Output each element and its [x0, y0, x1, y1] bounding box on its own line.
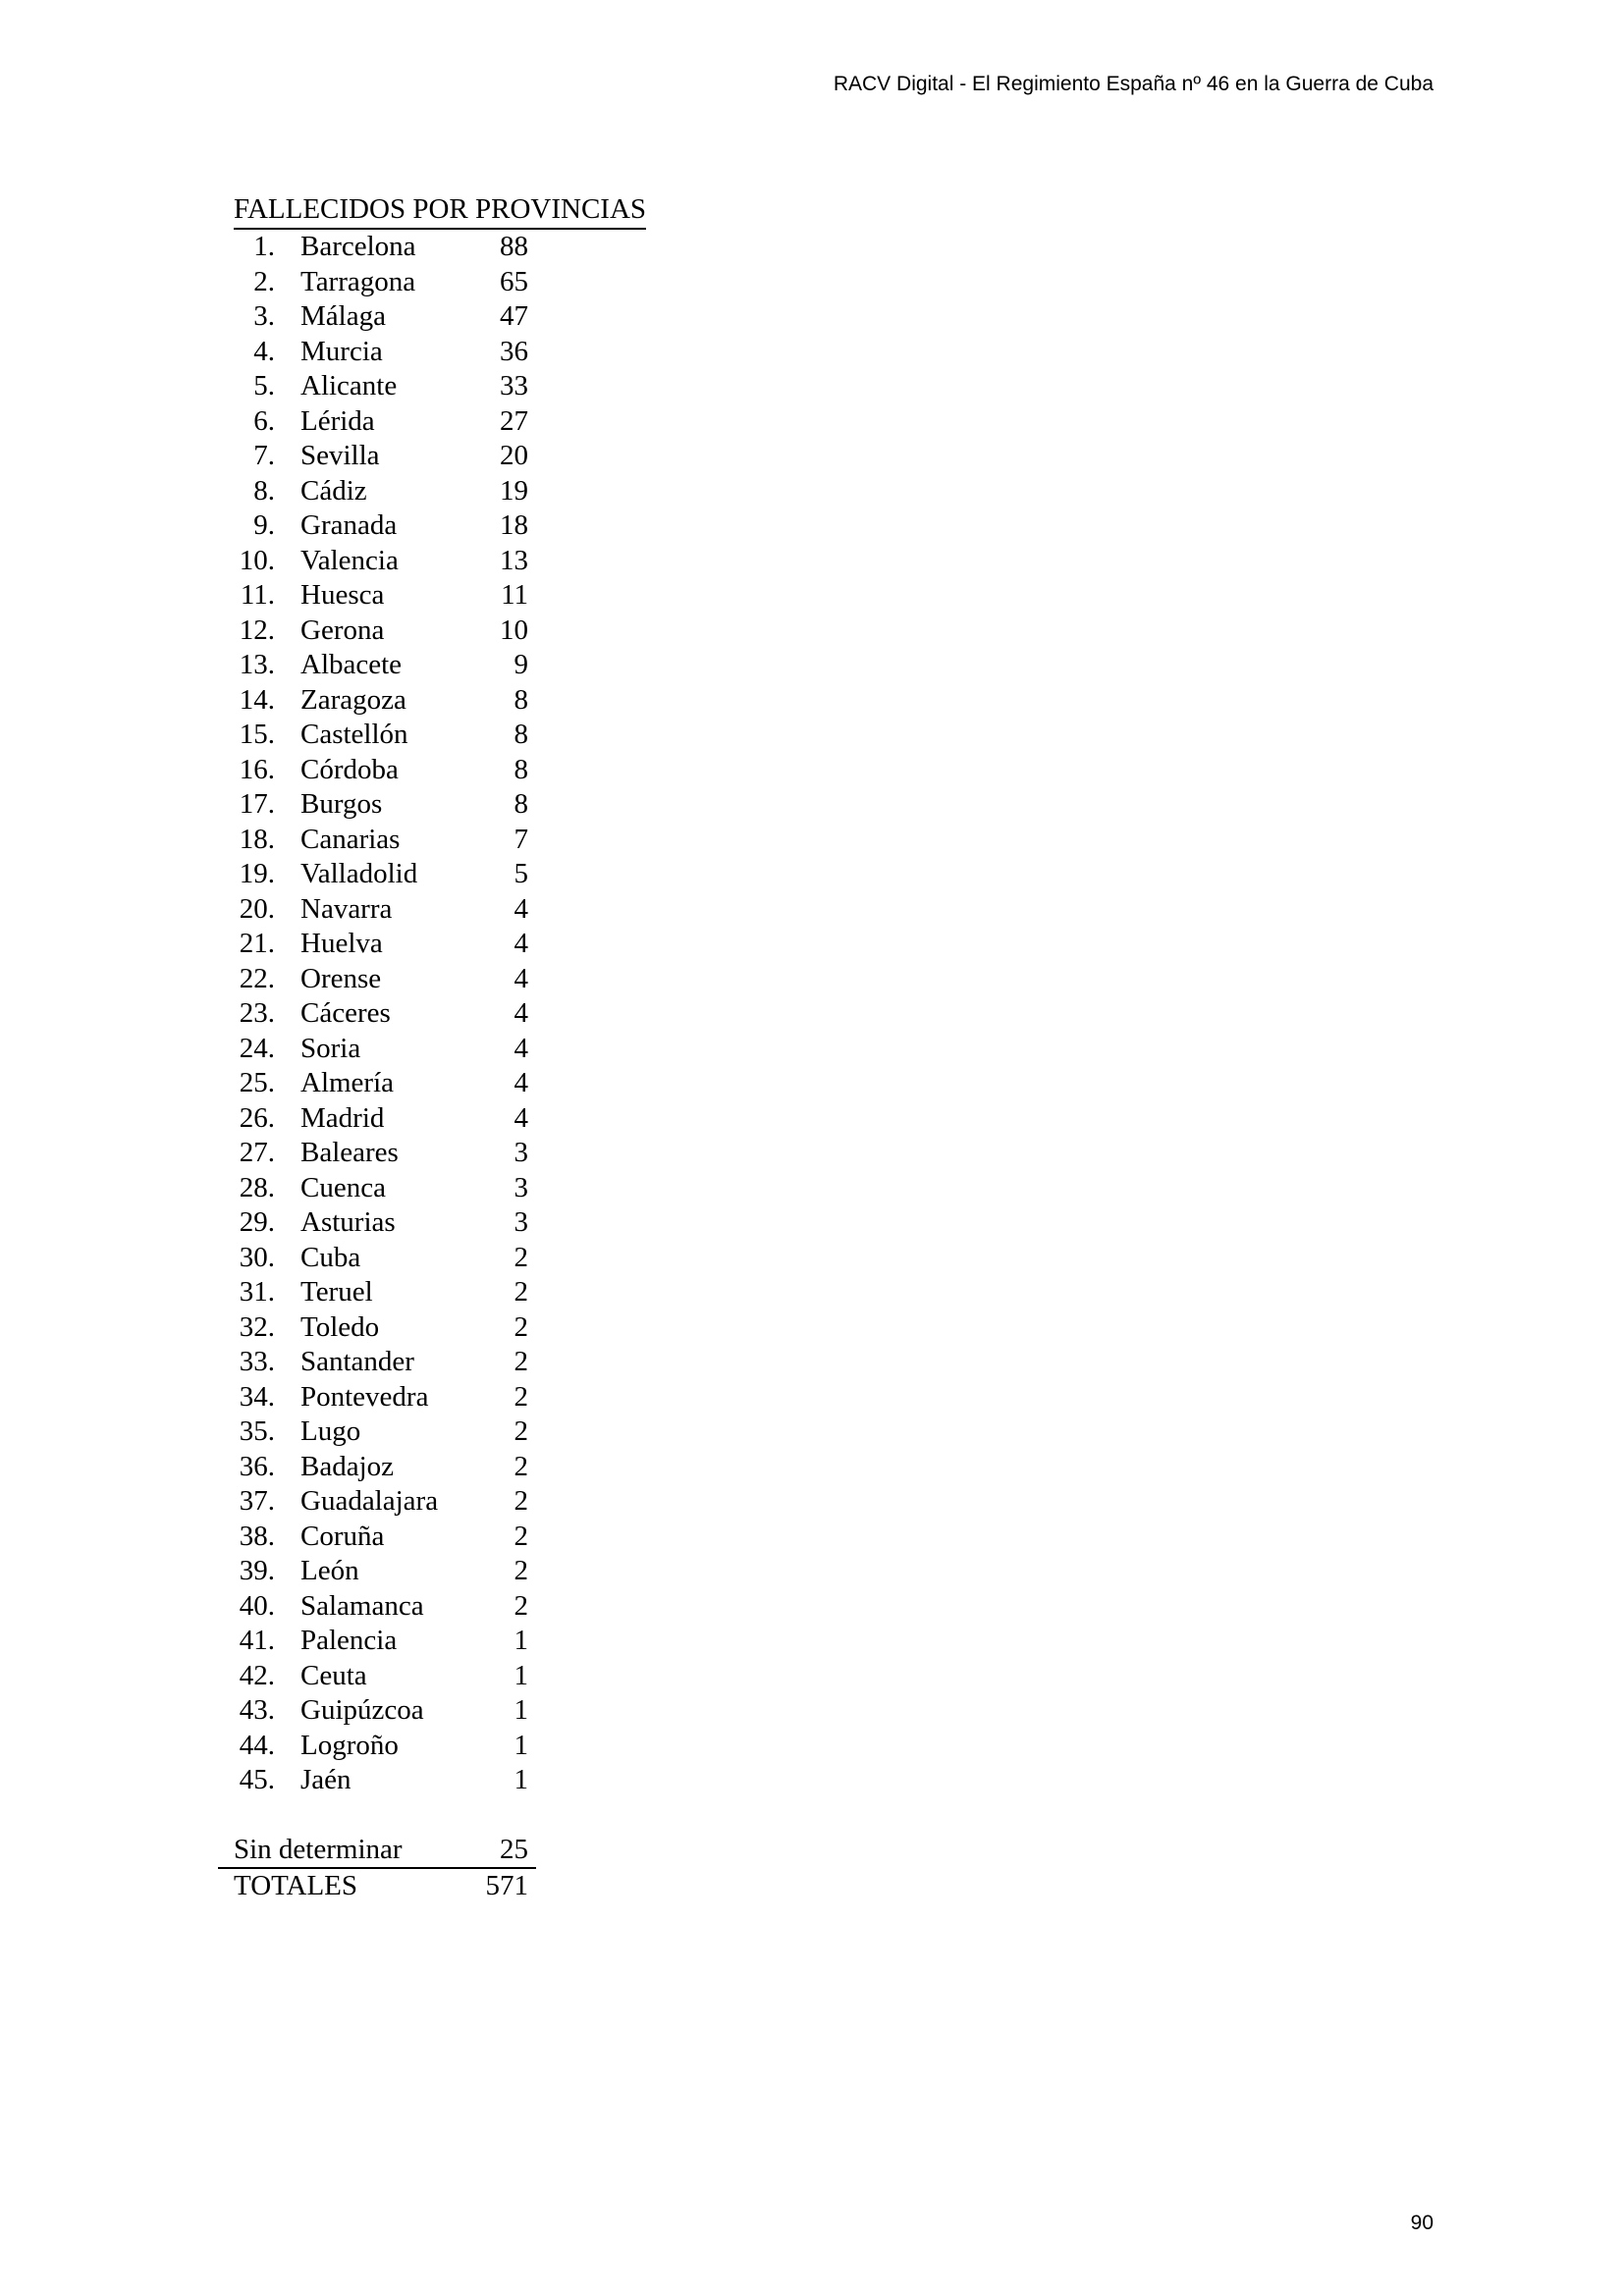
province-name: Huelva [300, 928, 383, 959]
table-row [234, 614, 528, 649]
death-count: 3 [514, 1206, 528, 1238]
province-name: Orense [300, 962, 382, 994]
province-name: Lérida [300, 404, 375, 437]
death-count: 1 [514, 1764, 528, 1795]
row-number: 16. [239, 753, 275, 785]
province-name: Palencia [300, 1625, 398, 1656]
table-row [234, 1101, 528, 1137]
row-number: 43. [239, 1694, 275, 1726]
death-count: 2 [514, 1485, 528, 1517]
death-count: 2 [514, 1415, 528, 1447]
row-number: 30. [239, 1241, 275, 1273]
death-count: 7 [514, 823, 528, 855]
table-row [234, 683, 528, 719]
province-name: Santander [300, 1346, 414, 1377]
death-count: 20 [500, 440, 528, 471]
row-number: 13. [239, 649, 275, 680]
death-count: 19 [500, 474, 528, 507]
table-row [234, 1659, 528, 1694]
death-count: 11 [501, 579, 528, 611]
row-number: 40. [239, 1589, 275, 1622]
row-number: 44. [239, 1729, 275, 1761]
death-count: 2 [514, 1555, 528, 1586]
table-rows [234, 230, 646, 1798]
table-row [234, 1624, 528, 1659]
table-row [234, 787, 528, 823]
row-number: 15. [239, 719, 275, 750]
death-count: 1 [514, 1625, 528, 1656]
death-count: 8 [514, 683, 528, 716]
province-name: Valencia [300, 544, 399, 576]
table-row [234, 335, 528, 370]
row-number: 38. [239, 1520, 275, 1552]
row-number: 29. [239, 1206, 275, 1238]
row-number: 8. [253, 474, 275, 507]
death-count: 36 [500, 335, 528, 367]
province-name: Cuenca [300, 1171, 386, 1203]
province-name: Guadalajara [300, 1485, 439, 1517]
row-number: 41. [239, 1625, 275, 1656]
province-name: Gerona [300, 614, 385, 646]
province-name: Cuba [300, 1241, 361, 1273]
province-name: Canarias [300, 823, 401, 855]
table-row [234, 892, 528, 928]
death-count: 18 [500, 509, 528, 541]
table-row [234, 1380, 528, 1415]
table-row [234, 1589, 528, 1625]
row-number: 39. [239, 1555, 275, 1586]
death-count: 2 [514, 1450, 528, 1482]
death-count: 4 [514, 962, 528, 994]
row-number: 27. [239, 1137, 275, 1168]
table-row [234, 962, 528, 997]
row-number: 1. [253, 231, 275, 262]
totals-value: 571 [485, 1870, 528, 1901]
death-count: 2 [514, 1276, 528, 1308]
death-count: 10 [500, 614, 528, 646]
province-name: Tarragona [300, 265, 416, 297]
province-name: Teruel [300, 1276, 373, 1308]
province-name: Baleares [300, 1137, 399, 1168]
table-row [234, 578, 528, 614]
table-row [234, 857, 528, 892]
table-row [234, 718, 528, 753]
table-row [234, 1554, 528, 1589]
death-count: 3 [514, 1137, 528, 1168]
row-number: 31. [239, 1276, 275, 1308]
table-row [234, 996, 528, 1032]
table-row [234, 544, 528, 579]
row-number: 14. [239, 683, 275, 716]
table-row [234, 1484, 528, 1520]
table-row [234, 1450, 528, 1485]
province-name: Coruña [300, 1520, 385, 1552]
death-count: 8 [514, 719, 528, 750]
table-row [234, 1415, 528, 1450]
row-number: 24. [239, 1032, 275, 1064]
row-number: 22. [239, 962, 275, 994]
row-number: 11. [240, 579, 275, 611]
death-count: 1 [514, 1729, 528, 1761]
row-number: 36. [239, 1450, 275, 1482]
row-number: 5. [253, 370, 275, 401]
table-row [234, 1171, 528, 1206]
province-name: Pontevedra [300, 1380, 429, 1413]
table-row [234, 753, 528, 788]
table-row [234, 265, 528, 300]
death-count: 2 [514, 1310, 528, 1343]
death-count: 4 [514, 1032, 528, 1064]
province-name: Ceuta [300, 1659, 367, 1691]
death-count: 13 [500, 544, 528, 576]
table-row [234, 1136, 528, 1171]
table-row [234, 1066, 528, 1101]
death-count: 4 [514, 892, 528, 925]
totals-label: TOTALES [234, 1870, 358, 1901]
undetermined-label: Sin determinar [234, 1833, 403, 1865]
page-header: RACV Digital - El Regimiento España nº 46 en la Guerra de Cuba [833, 73, 1434, 95]
province-name: León [300, 1555, 359, 1586]
death-count: 9 [514, 649, 528, 680]
table-row [234, 1693, 528, 1729]
table-row [234, 648, 528, 683]
row-number: 17. [239, 788, 275, 820]
province-name: Málaga [300, 300, 386, 332]
row-number: 12. [239, 614, 275, 646]
row-number: 25. [239, 1067, 275, 1098]
table-row [234, 1032, 528, 1067]
province-name: Alicante [300, 370, 398, 401]
province-name: Badajoz [300, 1450, 395, 1482]
row-number: 28. [239, 1171, 275, 1203]
row-number: 26. [239, 1101, 275, 1134]
province-name: Jaén [300, 1764, 352, 1795]
province-name: Barcelona [300, 231, 416, 262]
row-number: 34. [239, 1380, 275, 1413]
province-name: Navarra [300, 892, 393, 925]
province-name: Guipúzcoa [300, 1694, 424, 1726]
province-name: Huesca [300, 579, 385, 611]
province-name: Sevilla [300, 440, 380, 471]
province-name: Murcia [300, 335, 383, 367]
row-number: 35. [239, 1415, 275, 1447]
province-name: Cáceres [300, 997, 391, 1029]
province-name: Madrid [300, 1101, 385, 1134]
row-number: 37. [239, 1485, 275, 1517]
table-row [234, 230, 528, 265]
death-count: 1 [514, 1694, 528, 1726]
row-number: 45. [239, 1764, 275, 1795]
table-row [234, 474, 528, 509]
province-name: Córdoba [300, 753, 399, 785]
row-number: 9. [253, 509, 275, 541]
table-row [234, 508, 528, 544]
death-count: 2 [514, 1520, 528, 1552]
province-name: Asturias [300, 1206, 396, 1238]
row-number: 33. [239, 1346, 275, 1377]
row-number: 42. [239, 1659, 275, 1691]
row-number: 18. [239, 823, 275, 855]
death-count: 65 [500, 265, 528, 297]
table-title: FALLECIDOS POR PROVINCIAS [234, 190, 646, 230]
death-count: 88 [500, 231, 528, 262]
table-row [234, 1763, 528, 1798]
province-name: Toledo [300, 1310, 380, 1343]
death-count: 2 [514, 1241, 528, 1273]
province-name: Granada [300, 509, 398, 541]
province-name: Logroño [300, 1729, 399, 1761]
totals-row [234, 1869, 528, 1904]
province-name: Cádiz [300, 474, 367, 507]
provinces-table [234, 190, 646, 1904]
death-count: 33 [500, 370, 528, 401]
row-number: 21. [239, 928, 275, 959]
death-count: 2 [514, 1589, 528, 1622]
row-number: 7. [253, 440, 275, 471]
death-count: 1 [514, 1659, 528, 1691]
undetermined-row [234, 1833, 528, 1868]
death-count: 47 [500, 300, 528, 332]
death-count: 3 [514, 1171, 528, 1203]
table-row [234, 1729, 528, 1764]
table-row [234, 439, 528, 474]
death-count: 4 [514, 997, 528, 1029]
province-name: Zaragoza [300, 683, 406, 716]
table-row [234, 1275, 528, 1310]
death-count: 27 [500, 404, 528, 437]
row-number: 10. [239, 544, 275, 576]
death-count: 2 [514, 1346, 528, 1377]
table-row [234, 1241, 528, 1276]
death-count: 4 [514, 1101, 528, 1134]
table-row [234, 927, 528, 962]
table-row [234, 1520, 528, 1555]
table-row [234, 1310, 528, 1346]
province-name: Lugo [300, 1415, 361, 1447]
death-count: 8 [514, 788, 528, 820]
province-name: Soria [300, 1032, 361, 1064]
province-name: Valladolid [300, 858, 418, 889]
table-row [234, 369, 528, 404]
page-number: 90 [1410, 2212, 1434, 2234]
table-row [234, 1345, 528, 1380]
death-count: 8 [514, 753, 528, 785]
row-number: 20. [239, 892, 275, 925]
province-name: Burgos [300, 788, 383, 820]
province-name: Castellón [300, 719, 408, 750]
death-count: 4 [514, 928, 528, 959]
province-name: Albacete [300, 649, 403, 680]
table-row [234, 823, 528, 858]
province-name: Almería [300, 1067, 395, 1098]
death-count: 2 [514, 1380, 528, 1413]
row-number: 23. [239, 997, 275, 1029]
province-name: Salamanca [300, 1589, 424, 1622]
table-row [234, 404, 528, 440]
table-row [234, 299, 528, 335]
row-number: 19. [239, 858, 275, 889]
death-count: 4 [514, 1067, 528, 1098]
row-number: 4. [253, 335, 275, 367]
row-number: 3. [253, 300, 275, 332]
table-row [234, 1205, 528, 1241]
row-number: 2. [253, 265, 275, 297]
death-count: 5 [514, 858, 528, 889]
row-number: 6. [253, 404, 275, 437]
row-number: 32. [239, 1310, 275, 1343]
undetermined-value: 25 [500, 1833, 528, 1865]
